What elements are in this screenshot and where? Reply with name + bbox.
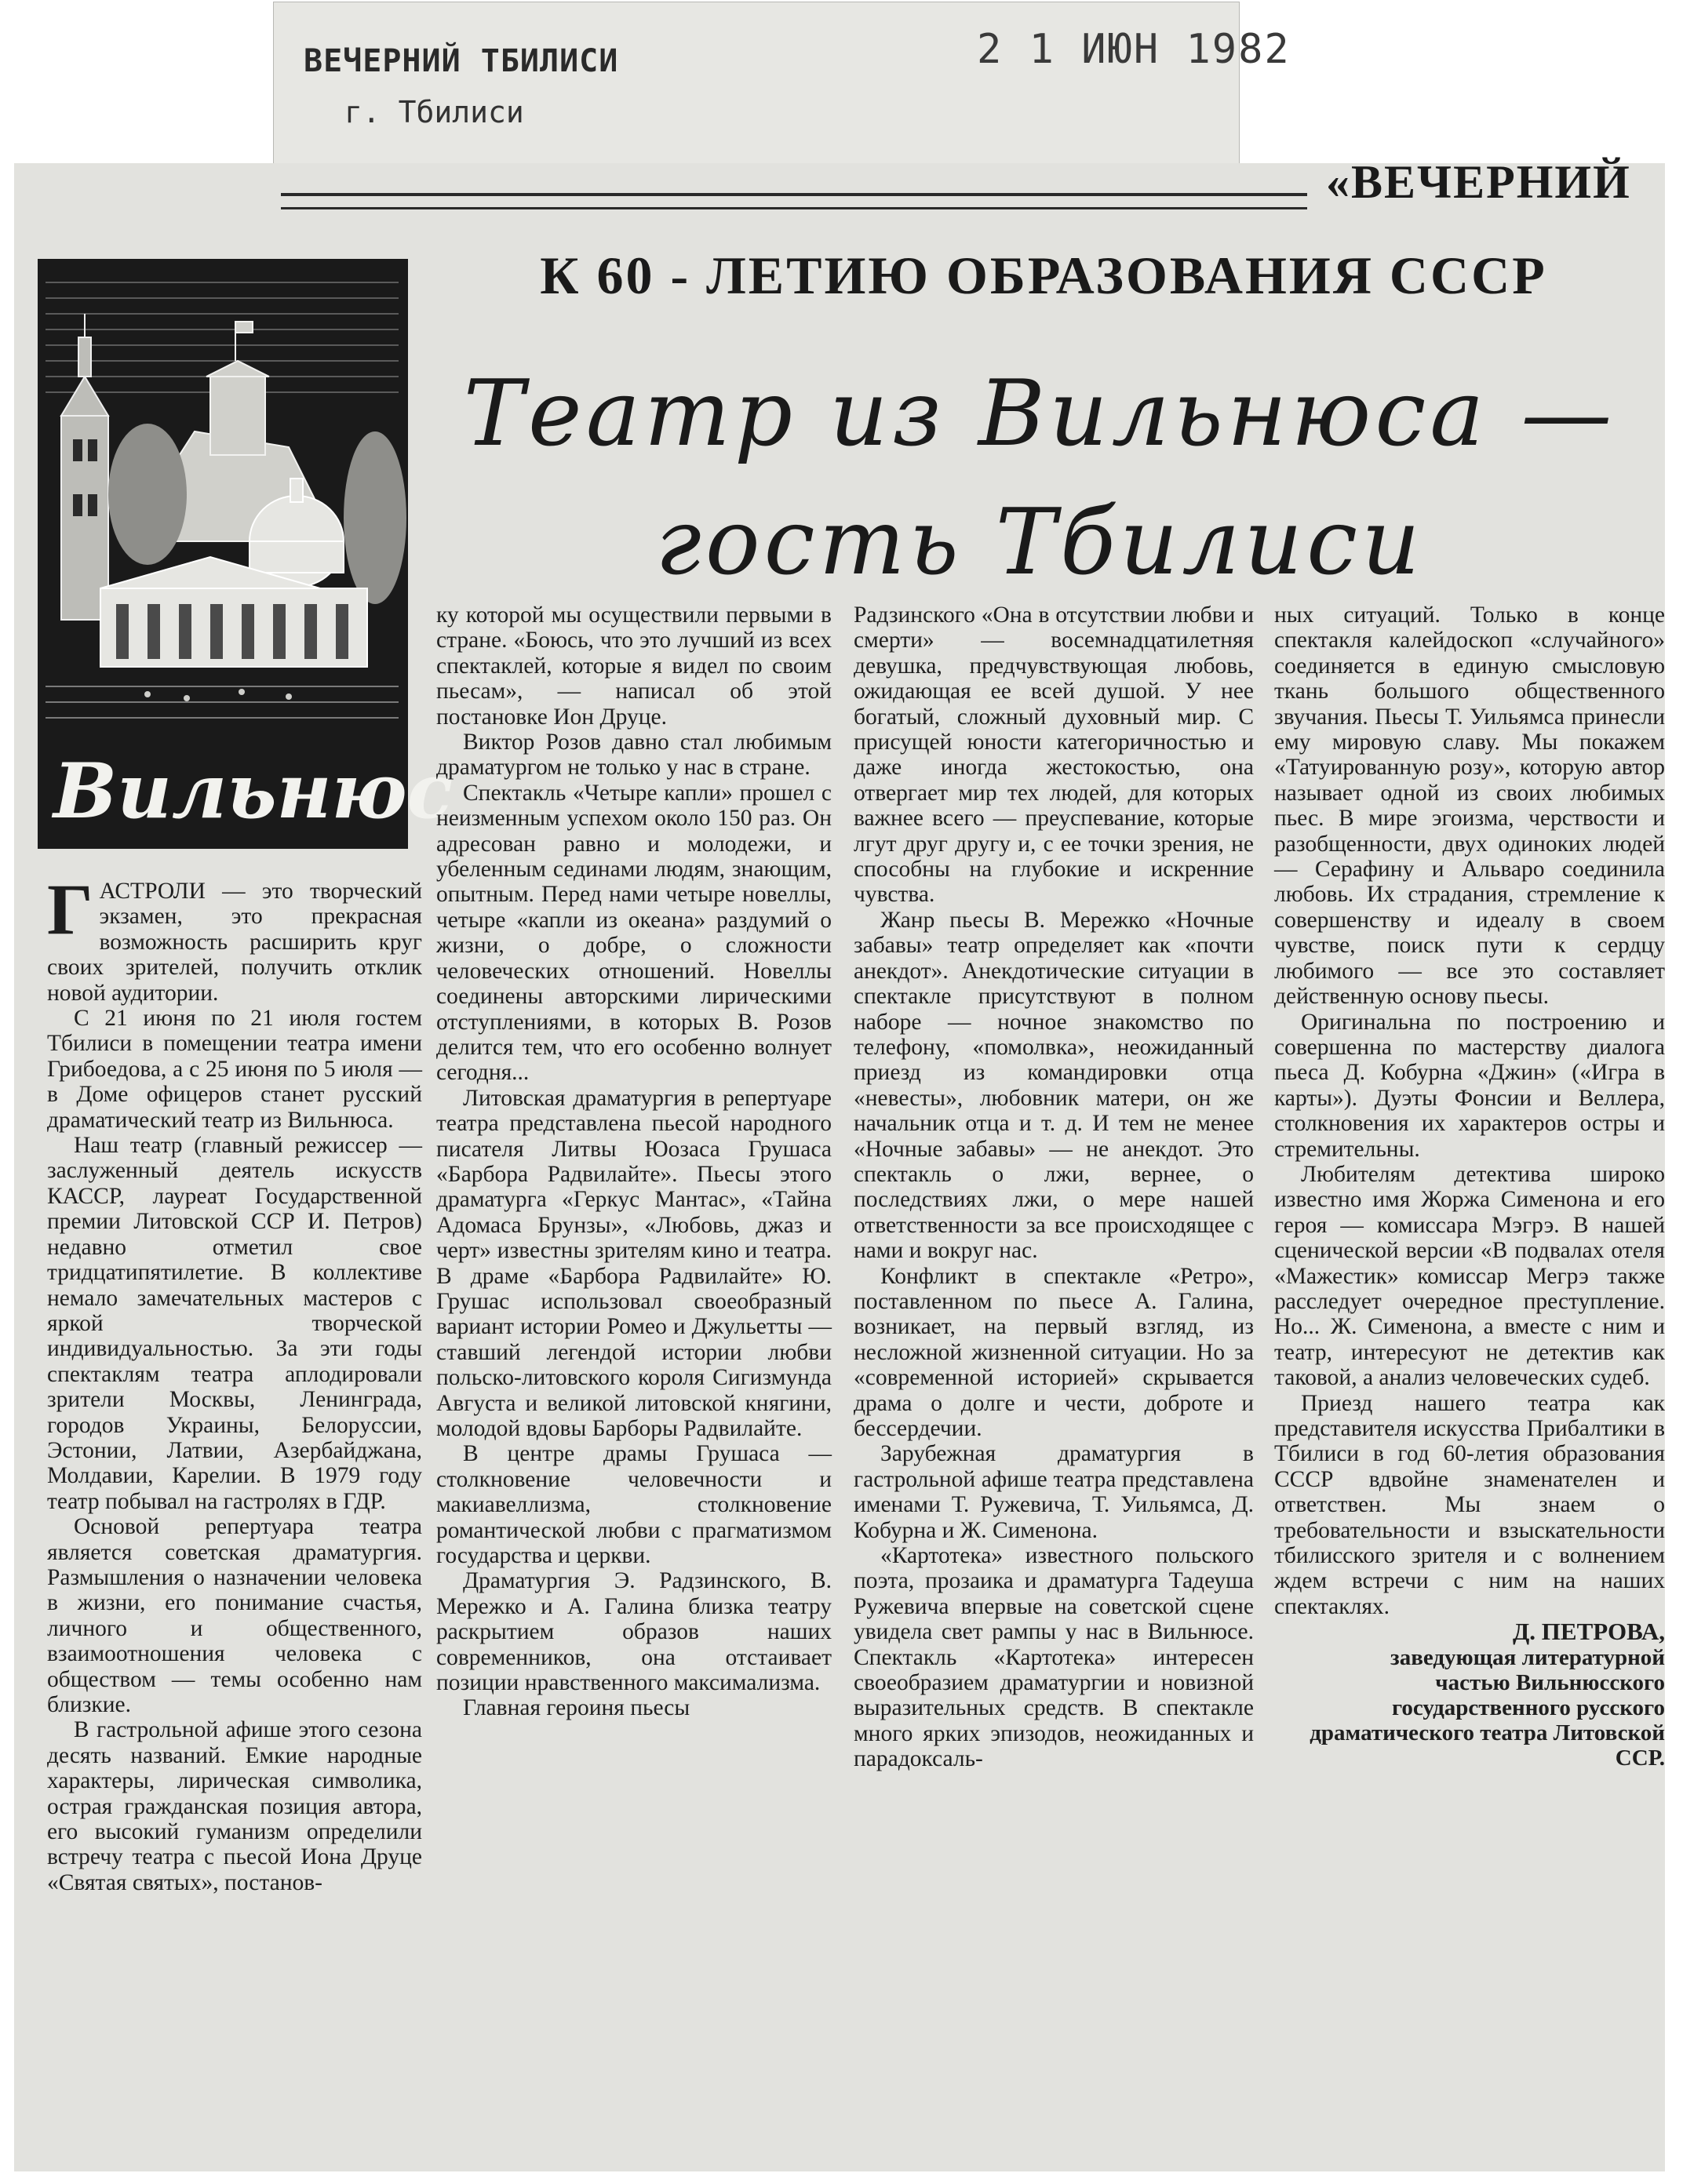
paragraph: Спектакль «Четыре капли» прошел с неизменным успехом около 150 раз. Он адресован равно и молодежи, и убеленным сединами людям, знающим, опытным. Перед нами четыре новеллы, четыре «капли из океана» раздумий о жизни, о добре, о сложности человеческих отношений. Новеллы соединены авторскими лирическими отступлениями, в которых В. Розов делится тем, что его особенно волнует сегодня... xyxy=(436,780,832,1086)
author-signature: Д. ПЕТРОВА, xyxy=(1512,1618,1665,1646)
label-source: ВЕЧЕРНИЙ ТБИЛИСИ xyxy=(304,43,619,79)
paragraph: Зарубежная драматургия в гастрольной афише театра представлена именами Т. Ружевича, Т. Уильямса, Д. Кобурна и Ж. Сименона. xyxy=(854,1441,1254,1543)
masthead: «ВЕЧЕРНИЙ xyxy=(1326,156,1631,208)
article-column-4 xyxy=(1274,602,1665,1771)
paragraph: Драматургия Э. Радзинского, В. Мережко и А. Галина близка театру раскрытием образов наших современников, она отстаивает позиции нравственного максимализма. xyxy=(436,1568,832,1696)
label-city: г. Тбилиси xyxy=(344,95,524,129)
paragraph: «Картотека» известного польского поэта, прозаика и драматурга Тадеуша Ружевича впервые на советской сцене увидела свет рампы у нас в Вильнюсе. Спектакль «Картотека» интересен своеобразием драматургии и новизной выразительных средств. В спектакле много ярких эпизодов, неожиданных и парадоксаль- xyxy=(854,1543,1254,1772)
illustration-caption: Вильнюс xyxy=(53,747,454,835)
paragraph: Приезд нашего театра как представителя искусства Прибалтики в Тбилиси в год 60-летия образования СССР вдвойне знаменателен и ответствен. Мы знаем о требовательности и взыскательности тбилисского зрителя и с волнением ждем встречи с ним на наших спектаклях. xyxy=(1274,1390,1665,1619)
paragraph: Жанр пьесы В. Мережко «Ночные забавы» театр определяет как «почти анекдот». Анекдотические ситуации в спектакле присутствуют в полном наборе — ночное знакомство по телефону, «помолвка», неожиданный приезд из командировки отца «невесты», любовник матери, он же начальник отца и т. д. И тем не менее «Ночные забавы» — не анекдот. Это спектакль о лжи, вернее, о последствиях лжи, о мере нашей ответственности за все происходящее с нами и вокруг нас. xyxy=(854,907,1254,1264)
paragraph: Главная героиня пьесы xyxy=(463,1695,690,1721)
rubric-heading: К 60 - ЛЕТИЮ ОБРАЗОВАНИЯ СССР xyxy=(540,246,1547,305)
paragraph: ГАСТРОЛИ — это творческий экзамен, это прекрасная возможность расширить круг своих зрителей, получить отклик новой аудитории. xyxy=(47,869,422,1006)
paragraph: Виктор Розов давно стал любимым драматургом не только у нас в стране. xyxy=(436,730,832,781)
paragraph: Основой репертуара театра является советская драматургия. Размышления о назначении человека в жизни, его понимание счастья, личного и общественного, взаимоотношения человека с обществом — темы особенно нам близкие. xyxy=(47,1514,422,1717)
label-date-stamp: 2 1 ИЮН 1982 xyxy=(977,26,1291,73)
masthead-rule xyxy=(281,193,1307,209)
article-column-3 xyxy=(854,602,1254,1772)
paragraph: В гастрольной афише этого сезона десять названий. Емкие народные характеры, лирическая символика, острая гражданская позиция автора, его высокий гуманизм определили встречу театра с пьесой Иона Друце «Святая святых», постанов- xyxy=(47,1717,422,1895)
drop-cap: Г xyxy=(47,869,93,949)
headline-line-1: Театр из Вильнюса — xyxy=(463,361,1616,467)
paragraph: Оригинальна по построению и совершенна по мастерству диалога пьеса Д. Кобурна «Джин» («Игра в карты»). Дуэты Фонсии и Веллера, столкновения их характеров остры и стремительны. xyxy=(1274,1009,1665,1162)
vilnius-illustration xyxy=(38,259,454,849)
clipping-label xyxy=(273,2,1291,166)
article-column-1 xyxy=(47,869,422,1895)
paragraph: Любителям детектива широко известно имя Жоржа Сименона и его героя — комиссара Мэгрэ. В нашей сценической версии «В подвалах отеля «Мажестик» комиссар Мегрэ также расследует очередное преступление. Но... Ж. Сименона, а вместе с ним и театр, интересуют не детектив как таковой, а анализ человеческих судеб. xyxy=(1274,1161,1665,1391)
paragraph: ных ситуаций. Только в конце спектакля калейдоскоп «случайного» соединяется в единую смысловую ткань большого общественного звучания. Пьесы Т. Уильямса принесли ему мировую славу. Мы покажем «Татуированную розу», которую автор называет одной из своих любимых пьес. В мире эгоизма, черствости и разобщенности, двух одиноких людей — Серафину и Альваро соединила любовь. Их страдания, стремление к совершенству и идеалу в своем чувстве, поиск пути к сердцу любимого — все это составляет действенную основу пьесы. xyxy=(1274,602,1665,1010)
article-column-2 xyxy=(436,602,832,1721)
vilnius-engraving xyxy=(38,259,454,849)
paragraph: Конфликт в спектакле «Ретро», поставленном по пьесе А. Галина, возникает, на первый взгляд, из несложной жизненной ситуации. Но за «современной историей» скрывается драма о долге и чести, доброте и бессердечии. xyxy=(854,1263,1254,1441)
paragraph: Радзинского «Она в отсутствии любви и смерти» — восемнадцатилетняя девушка, предчувствующая любовь, ожидающая ее всей душой. У нее богатый, сложный духовный мир. С присущей юности категоричностью и даже иногда жестокостью, она отвергает мир тех людей, для которых важнее всего — преуспевание, которые лгут друг другу и, с ее точки зрения, не способны на глубокие и искренние чувства. xyxy=(854,602,1254,908)
paragraph: С 21 июня по 21 июля гостем Тбилиси в помещении театра имени Грибоедова, а с 25 июня по 5 июля — в Доме офицеров станет русский драматический театр из Вильнюса. xyxy=(47,1006,422,1133)
paragraph: В центре драмы Грушаса — столкновение человечности и макиавеллизма, столкновение романтической любви с прагматизмом государства и церкви. xyxy=(436,1441,832,1569)
author-title: заведующая литературной частью Вильнюсского государственного русского драматического театра Литовской ССР. xyxy=(1310,1644,1665,1771)
headline-line-2: гость Тбилиси xyxy=(655,490,1424,595)
paragraph: ку которой мы осуществили первыми в стране. «Боюсь, что это лучший из всех спектаклей, которые я видел по своим пьесам», — написал об этой постановке Ион Друце. xyxy=(436,602,832,730)
paragraph: Литовская драматургия в репертуаре театра представлена пьесой народного писателя Литвы Юозаса Грушаса «Барбора Радвилайте». Пьесы этого драматурга «Геркус Мантас», «Тайна Адомаса Брунзы», «Любовь, джаз и черт» известны зрителям кино и театра. В драме «Барбора Радвилайте» Ю. Грушас использовал своеобразный вариант истории Ромео и Джульетты — ставший легендой истории любви польско-литовского короля Сигизмунда Августа и великой литовской княгини, молодой вдовы Барборы Радвилайте. xyxy=(436,1085,832,1441)
paragraph: Наш театр (главный режиссер — заслуженный деятель искусств КАССР, лауреат Государственной премии Литовской ССР И. Петров) недавно отметил свое тридцатипятилетие. В коллективе немало замечательных мастеров с яркой творческой индивидуальностью. За эти годы спектаклям театра аплодировали зрители Москвы, Ленинграда, городов Украины, Белоруссии, Эстонии, Латвии, Азербайджана, Молдавии, Карелии. В 1979 году театр побывал на гастролях в ГДР. xyxy=(47,1133,422,1514)
